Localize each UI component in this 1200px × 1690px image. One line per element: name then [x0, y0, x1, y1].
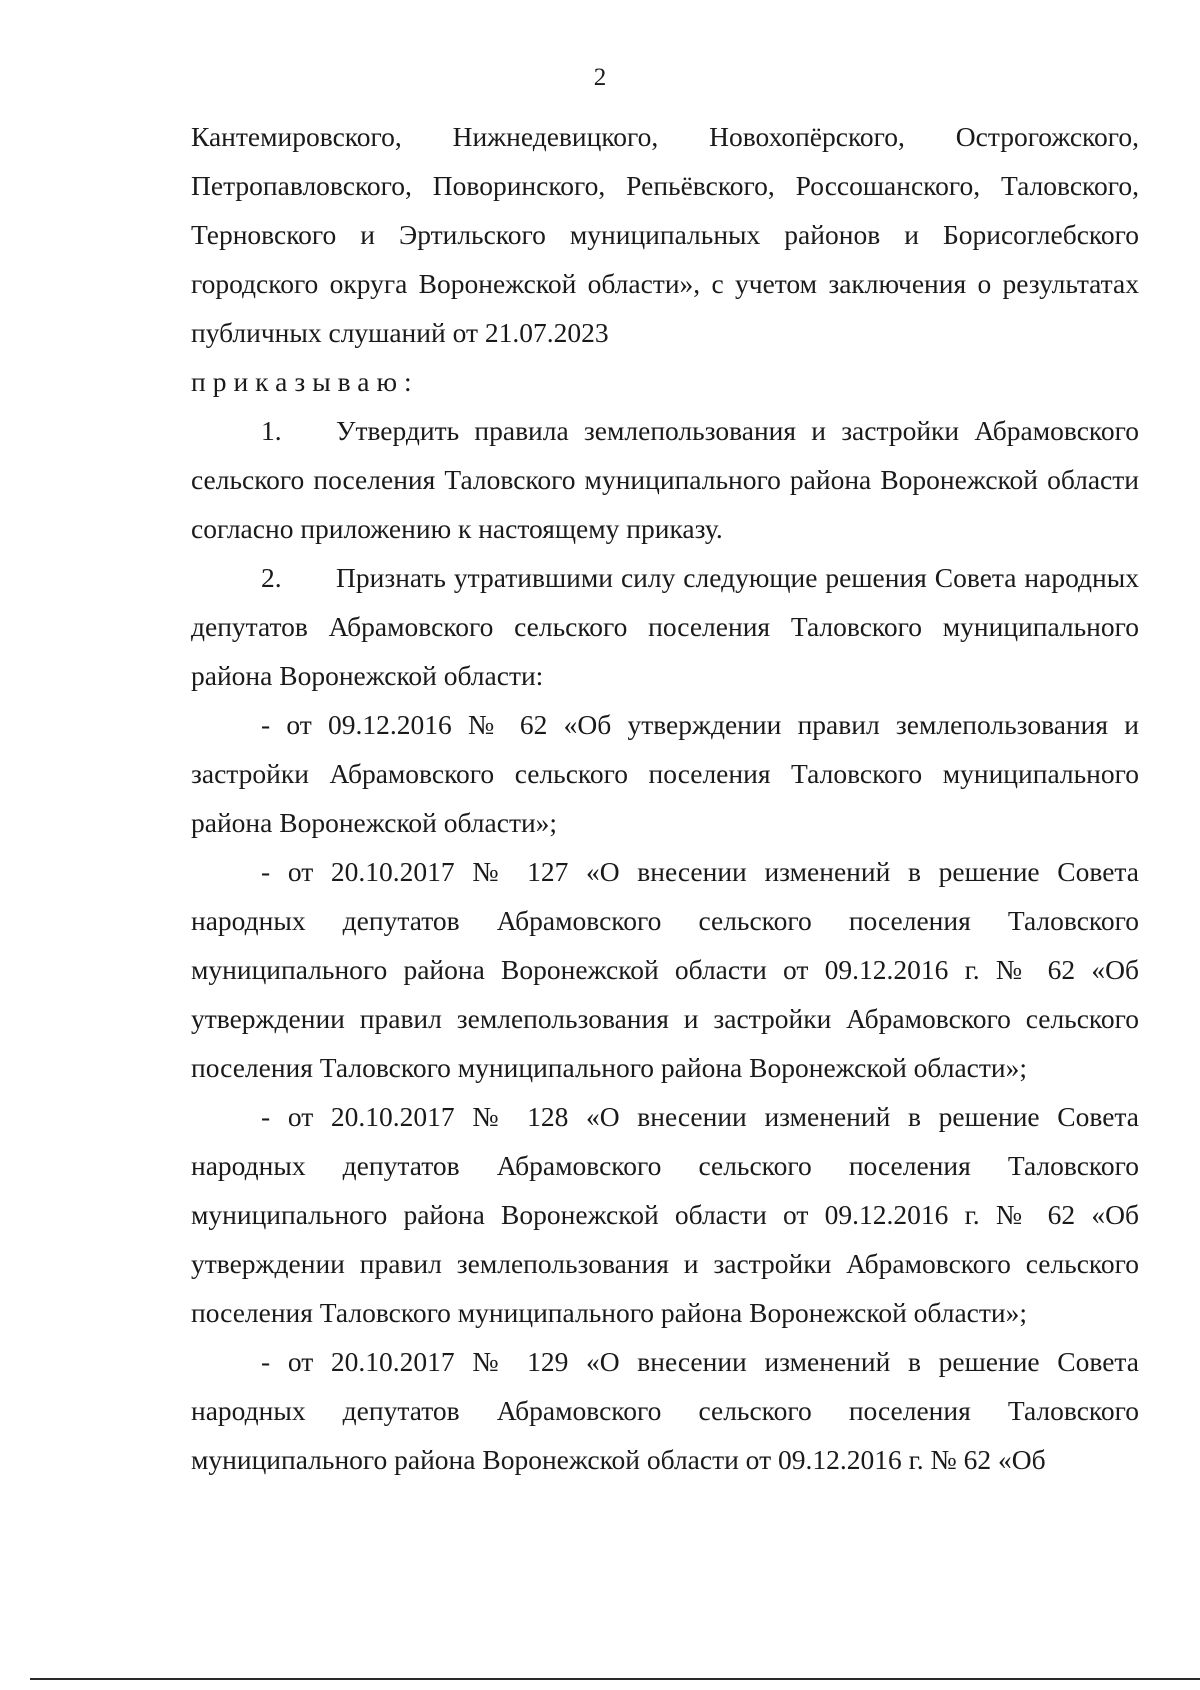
numbered-item-1 — [191, 406, 1139, 553]
item-text: Утвердить правила землепользования и застройки Абрамовского сельского поселения Таловского муниципального района Воронежской области согласно приложению к настоящему приказу. — [191, 415, 1139, 544]
page-number: 2 — [593, 64, 607, 91]
numbered-item-2 — [191, 553, 1139, 700]
item-text: Признать утратившими силу следующие решения Совета народных депутатов Абрамовского сельского поселения Таловского муниципального района Воронежской области: — [191, 562, 1139, 691]
item-number: 1. — [261, 415, 282, 446]
repealed-decision-item: - от 20.10.2017 № 129 «О внесении изменений в решение Совета народных депутатов Абрамовского сельского поселения Таловского муниципального района Воронежской области от 09.12.2016 г. № 62 «Об — [191, 1346, 1139, 1475]
repealed-decision-item: - от 20.10.2017 № 128 «О внесении изменений в решение Совета народных депутатов Абрамовского сельского поселения Таловского муниципального района Воронежской области от 09.12.2016 г. № 62 «Об утверждении правил землепользования и застройки Абрамовского сельского поселения Таловского муниципального района Воронежской области»; — [191, 1101, 1139, 1328]
scan-bottom-edge — [30, 1678, 1200, 1680]
intro-paragraph: Кантемировского, Нижнедевицкого, Новохопёрского, Острогожского, Петропавловского, Поворинского, Репьёвского, Россошанского, Таловского, Терновского и Эртильского муниципальных районов и Борисоглебского городского округа Воронежской области», с учетом заключения о результатах публичных слушаний от 21.07.2023 — [191, 121, 1139, 348]
order-word: приказываю: — [191, 366, 419, 397]
repealed-decision-item: - от 20.10.2017 № 127 «О внесении изменений в решение Совета народных депутатов Абрамовского сельского поселения Таловского муниципального района Воронежской области от 09.12.2016 г. № 62 «Об утверждении правил землепользования и застройки Абрамовского сельского поселения Таловского муниципального района Воронежской области»; — [191, 856, 1139, 1083]
item-number: 2. — [261, 562, 282, 593]
repealed-decision-item: - от 09.12.2016 № 62 «Об утверждении правил землепользования и застройки Абрамовского сельского поселения Таловского муниципального района Воронежской области»; — [191, 709, 1139, 838]
document-body — [191, 112, 1139, 1484]
